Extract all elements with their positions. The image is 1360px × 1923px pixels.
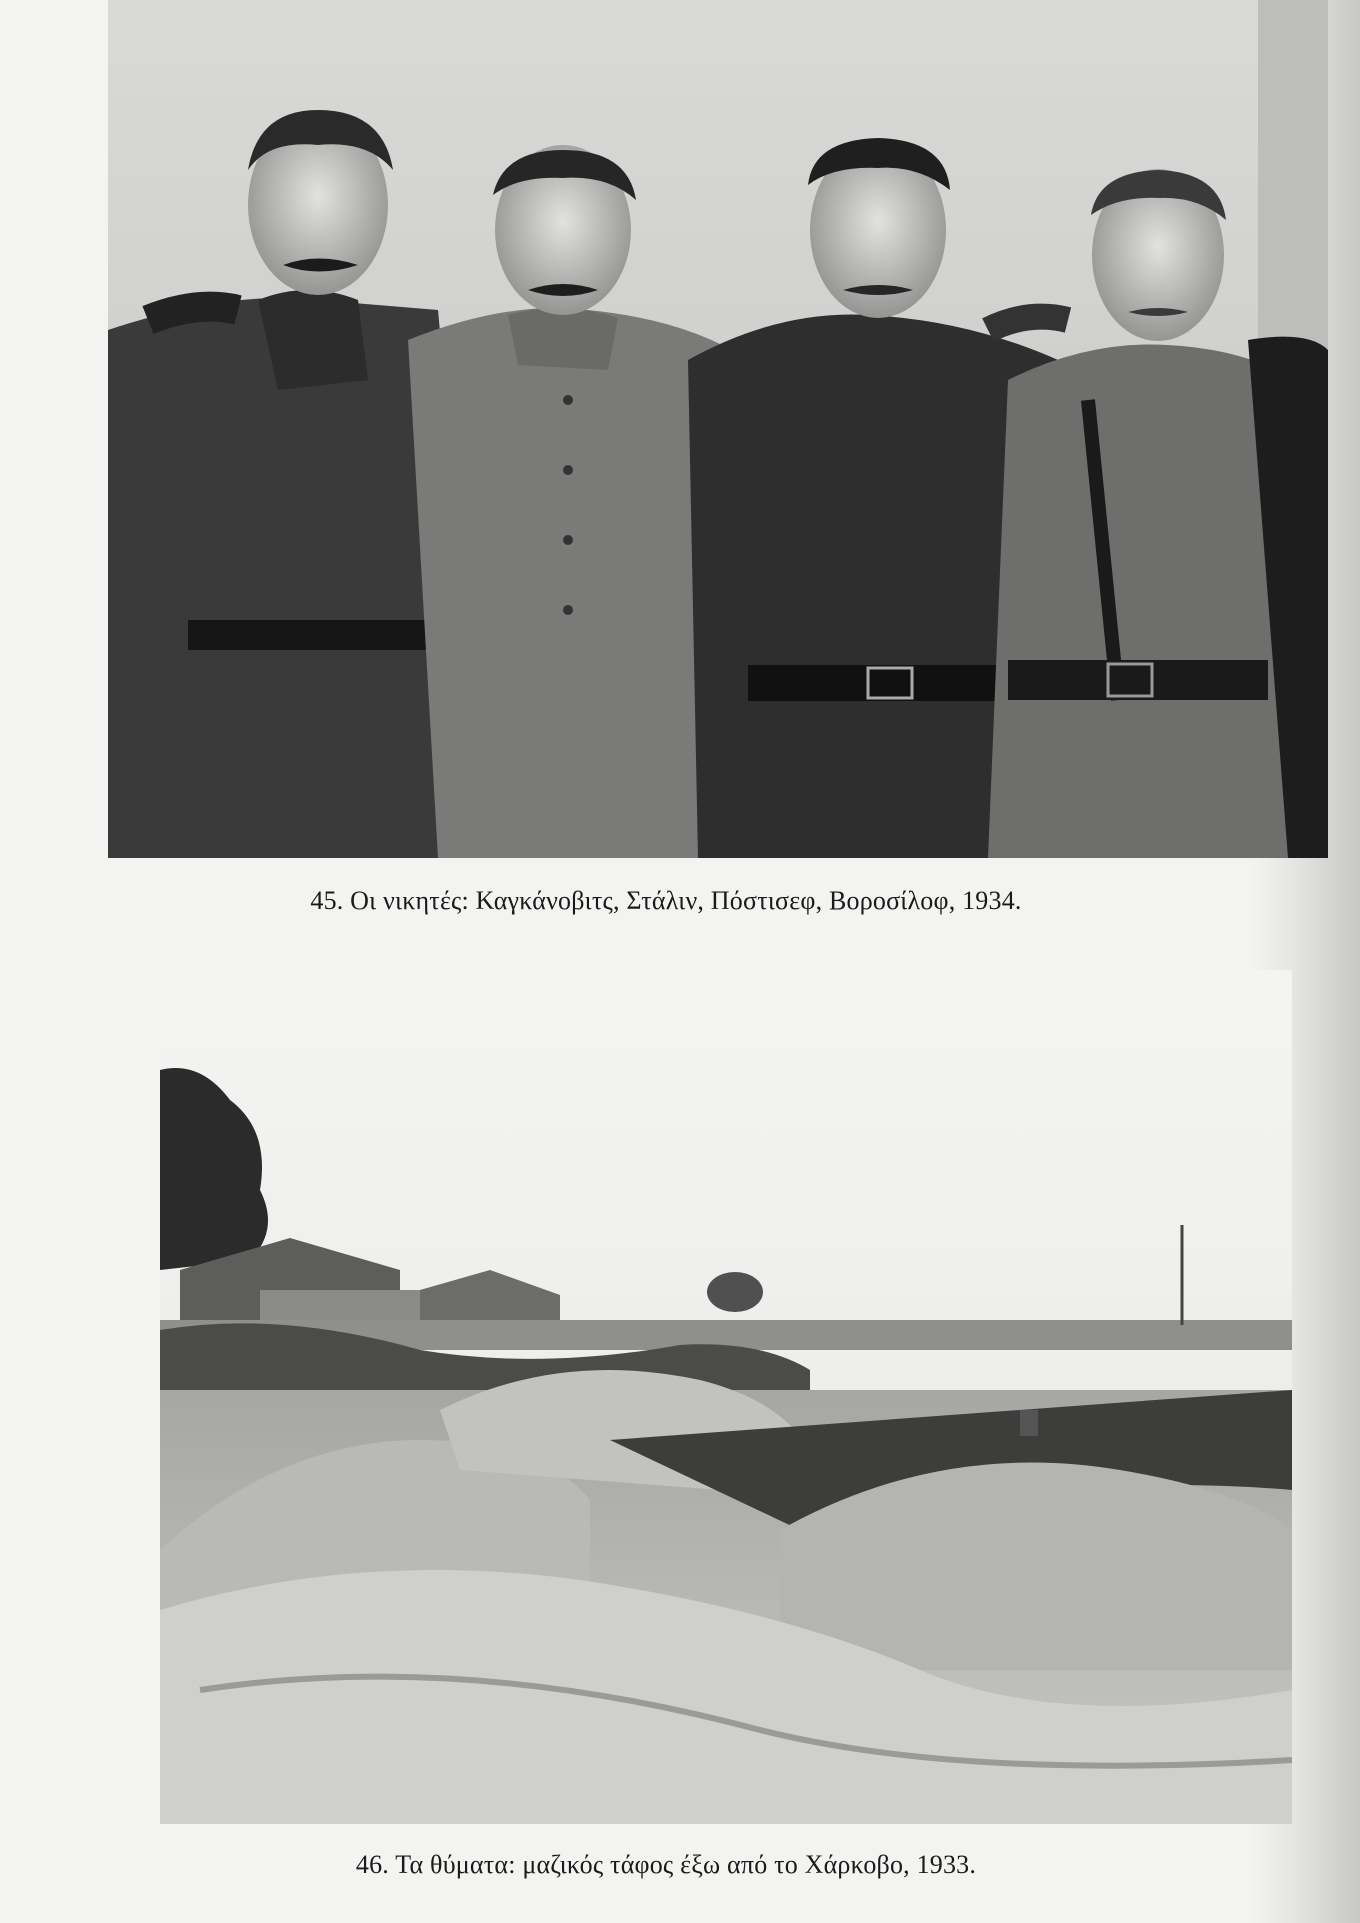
group-portrait-photo <box>108 0 1328 858</box>
figure-caption-45: 45. Οι νικητές: Καγκάνοβιτς, Στάλιν, Πόστισεφ, Βοροσίλοφ, 1934. <box>310 886 1022 915</box>
figure-caption-46: 46. Τα θύματα: μαζικός τάφος έξω από το Χάρκοβο, 1933. <box>355 1850 977 1879</box>
mass-grave-landscape-photo <box>160 970 1292 1824</box>
